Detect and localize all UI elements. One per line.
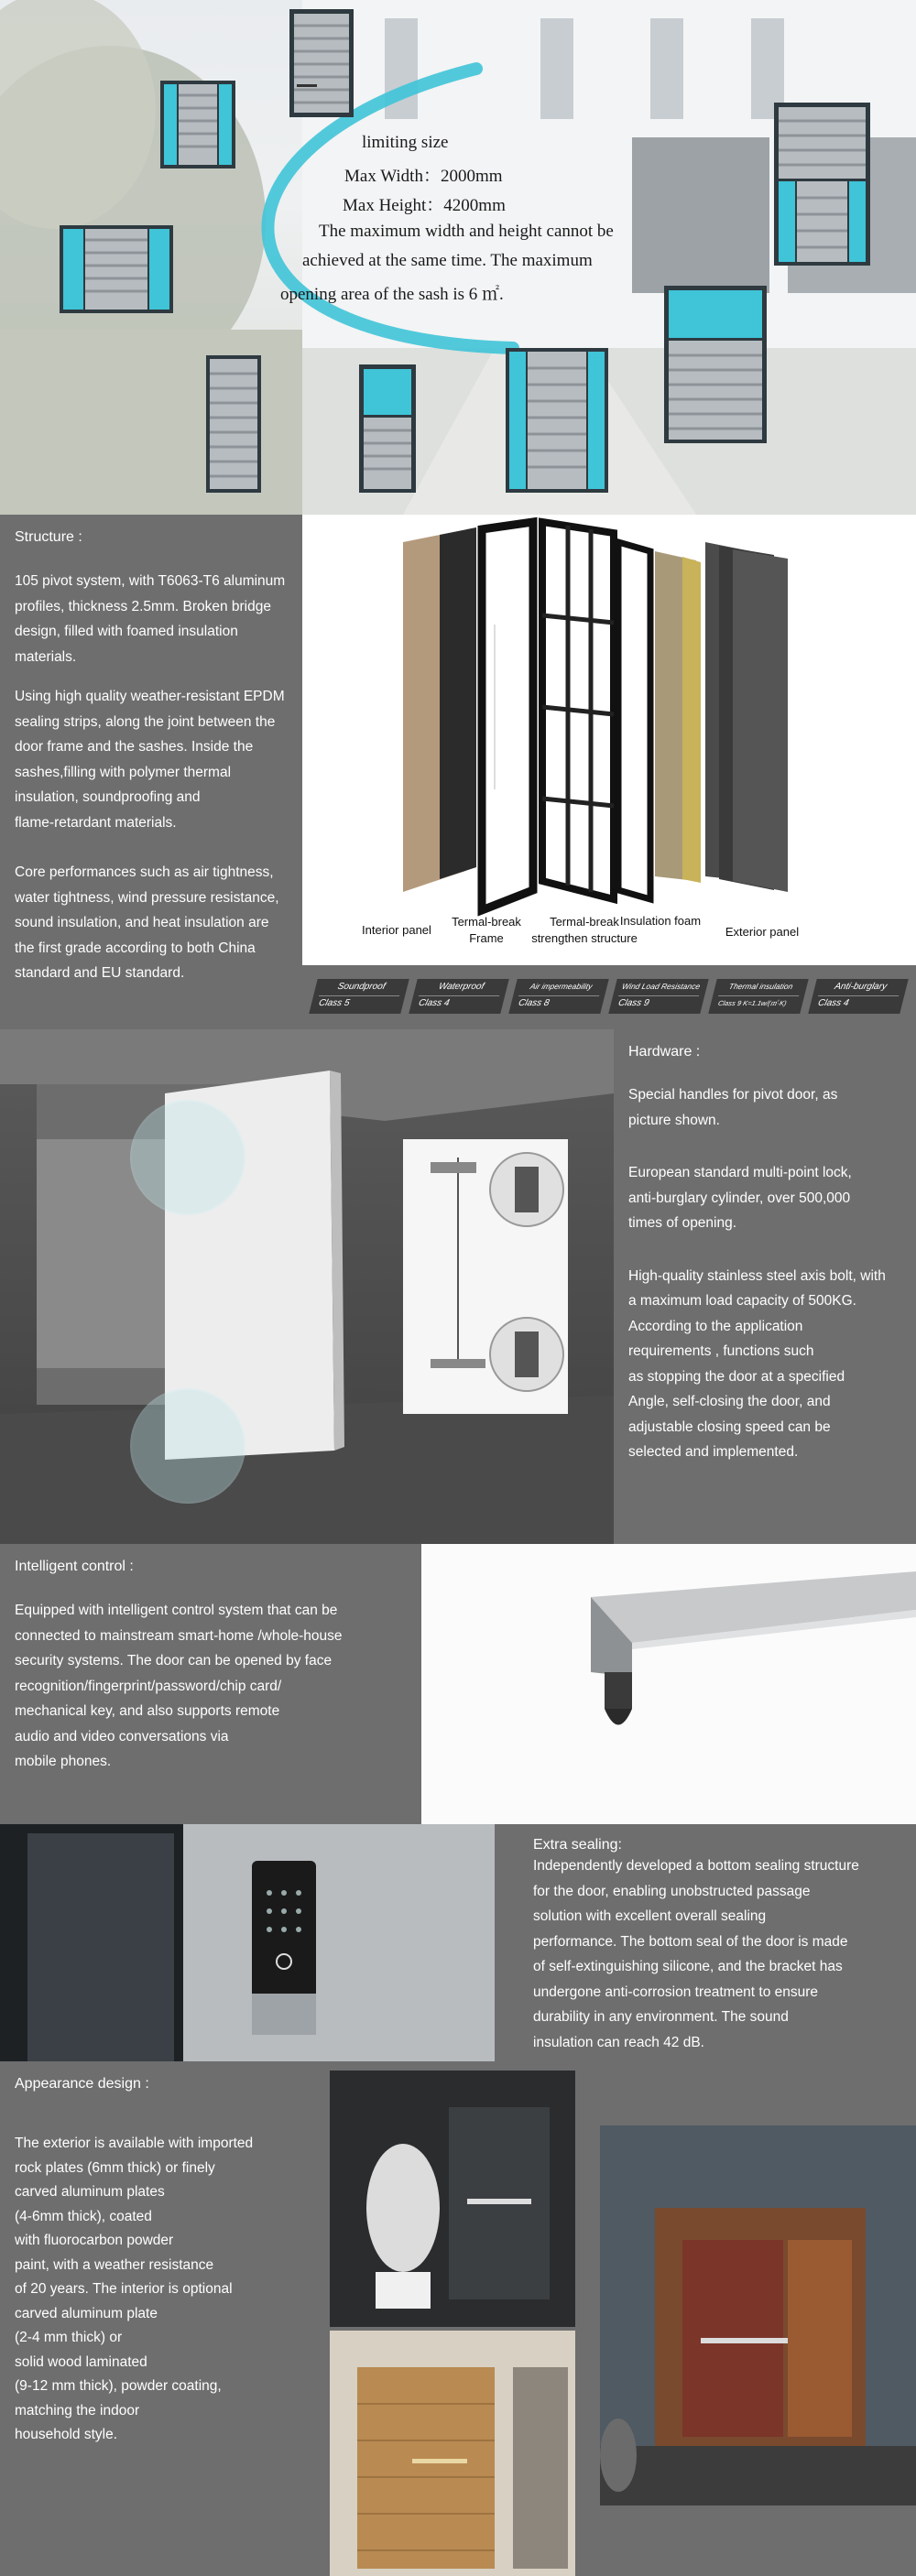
limit-note-line3: opening area of the sash is 6 ㎡. xyxy=(280,285,504,304)
intelligent-title: Intelligent control : xyxy=(15,1559,134,1574)
intelligent-sealing-section xyxy=(0,1544,916,2061)
badge-thermal-class: Class 9 K=1.1w/(㎡·K) xyxy=(717,999,788,1007)
rock-door-photo xyxy=(330,2071,575,2327)
door-icon-6 xyxy=(506,348,608,493)
pivot-door-photo xyxy=(0,1029,614,1544)
label-interior-panel: Interior panel xyxy=(362,923,431,937)
hardware-paragraph-2: European standard multi-point lock, anti-burglary cylinder, over 500,000 times of opening. xyxy=(628,1165,852,1231)
door-icon-5 xyxy=(359,364,416,493)
badge-burglary-class: Class 4 xyxy=(816,998,850,1008)
appearance-section xyxy=(0,2061,916,2576)
door-icon-7 xyxy=(664,286,767,443)
structure-paragraph-1: 105 pivot system, with T6063-T6 aluminum profiles, thickness 2.5mm. Broken bridge design, filled with foamed insulation materials. xyxy=(15,573,286,665)
door-icon-3 xyxy=(60,225,173,313)
sealing-paragraph: Independently developed a bottom sealing structure for the door, enabling unobstructed passage solution with excellent overall sealing performance. The bottom seal of the door is made of self-extinguishing silicone, and the bracket has undergone anti-corrosion treatment to ensure durability in any environment. The sound insulation can reach 42 dB. xyxy=(533,1858,859,2050)
appearance-title: Appearance design : xyxy=(15,2076,149,2092)
intelligent-paragraph: Equipped with intelligent control system that can be connected to mainstream smart-home /whole-house security systems. The door can be opened by face recognition/fingerprint/password/chip card/ mechanical key, and also supports remote audio and video conversations via mobile phones. xyxy=(15,1603,343,1769)
exploded-door-diagram xyxy=(302,515,916,918)
door-icon-8 xyxy=(774,103,870,266)
hero-section xyxy=(0,0,916,515)
appearance-text-panel xyxy=(0,2061,302,2576)
label-exterior-panel: Exterior panel xyxy=(725,925,800,939)
badge-burglary-name: Anti-burglary xyxy=(833,982,889,992)
badge-air-name: Air impermeability xyxy=(529,982,594,991)
appearance-paragraph: The exterior is available with imported rock plates (6mm thick) or finely carved aluminum plates (4-6mm thick), coated with fluorocarbon powder paint, with a weather resistance of 20 years. The interior is optional carved aluminum plate (2-4 mm thick) or solid wood laminated (9-12 mm thick), powder coating, matching the indoor household style. xyxy=(15,2136,254,2442)
intelligent-text-panel xyxy=(0,1544,421,1824)
label-termal-break-frame: Termal-break Frame xyxy=(452,915,521,945)
badge-wind-load xyxy=(608,979,708,1014)
structure-paragraph-2: Using high quality weather-resistant EPDM sealing strips, along the joint between the door frame and the sashes. Inside the sashes,filling with polymer thermal insulation, soundproofing and flame-retardant materials. xyxy=(15,689,285,831)
label-insulation-foam: Insulation foam xyxy=(619,914,702,928)
hardware-section xyxy=(0,1029,916,1544)
sealing-text-panel xyxy=(495,1824,916,2061)
badge-air-class: Class 8 xyxy=(517,998,551,1008)
badge-thermal-name: Thermal insulation xyxy=(727,982,794,991)
limit-note-line1: The maximum width and height cannot be xyxy=(319,222,614,241)
structure-section xyxy=(0,515,916,1029)
access-control-photo xyxy=(0,1824,495,2061)
badge-waterproof-class: Class 4 xyxy=(417,998,451,1008)
copper-door-photo xyxy=(600,2125,916,2505)
limit-note-line2: achieved at the same time. The maximum xyxy=(302,251,593,270)
badge-wind-class: Class 9 xyxy=(616,998,650,1008)
badge-waterproof-name: Waterproof xyxy=(437,982,485,992)
structure-diagram xyxy=(302,515,916,1029)
sealing-title: Extra sealing: xyxy=(533,1837,622,1853)
badge-soundproof-class: Class 5 xyxy=(317,998,351,1008)
hardware-title: Hardware : xyxy=(628,1044,701,1060)
badge-air-impermeability xyxy=(508,979,608,1014)
bottom-seal-profile-graphic xyxy=(421,1544,916,1824)
door-icon-1 xyxy=(289,9,354,117)
limit-size-heading: limiting size xyxy=(362,133,449,152)
hardware-paragraph-1: Special handles for pivot door, as picture shown. xyxy=(628,1087,838,1128)
label-termal-break-strengthen: Termal-break strengthen structure xyxy=(531,915,638,945)
bottom-seal-image xyxy=(421,1544,916,1824)
badge-wind-name: Wind Load Resistance xyxy=(620,982,702,991)
wood-door-photo xyxy=(330,2331,575,2576)
badge-thermal-insulation xyxy=(708,979,808,1014)
badge-soundproof xyxy=(309,979,409,1014)
badge-soundproof-name: Soundproof xyxy=(336,982,387,992)
structure-text-panel xyxy=(0,515,302,1029)
hardware-paragraph-3: High-quality stainless steel axis bolt, with a maximum load capacity of 500KG. According to the application requirements , functions such as stopping the door at a specified Angle, self-closing the door, and adjustable closing speed can be selected and implemented. xyxy=(628,1267,886,1460)
structure-title: Structure : xyxy=(15,529,82,545)
badge-waterproof xyxy=(409,979,508,1014)
door-icon-2 xyxy=(160,81,235,168)
badge-anti-burglary xyxy=(808,979,908,1014)
structure-paragraph-3: Core performances such as air tightness, water tightness, wind pressure resistance, sound insulation, and heat insulation are the first grade according to both China standard and EU standard. xyxy=(15,864,279,981)
access-keypad-graphic xyxy=(0,1824,495,2061)
hardware-text-panel xyxy=(614,1029,916,1544)
door-icon-4 xyxy=(206,355,261,493)
max-height-text: Max Height：4200mm xyxy=(343,196,506,215)
max-width-text: Max Width：2000mm xyxy=(344,167,503,186)
